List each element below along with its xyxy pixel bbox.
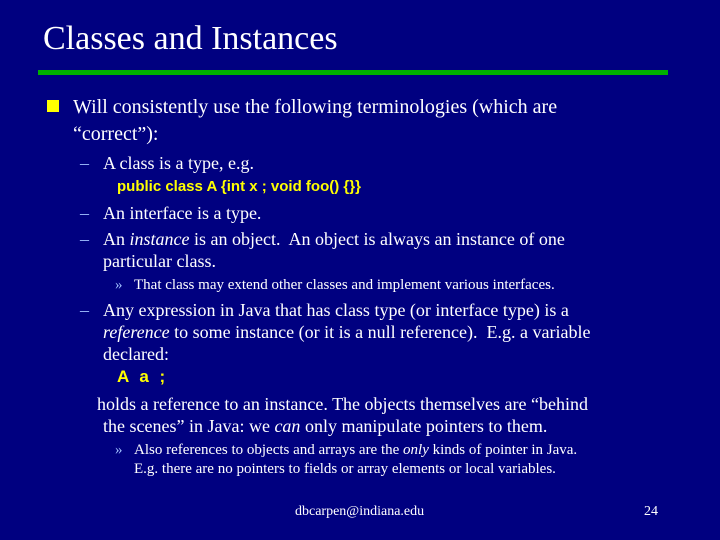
code-example-declaration: A a ; [117, 367, 169, 386]
paragraph-holds-line1: holds a reference to an instance. The objects themselves are “behind [97, 394, 588, 414]
chevron-bullet-icon: » [115, 442, 123, 458]
slide-title: Classes and Instances [43, 20, 338, 57]
item-class-type: A class is a type, e.g. [103, 153, 254, 173]
code-example-class: public class A {int x ; void foo() {}} [117, 178, 361, 195]
subitem-pointers-line1: Also references to objects and arrays are the only kinds of pointer in Java. [134, 442, 578, 458]
footer-email: dbcarpen@indiana.edu [295, 504, 425, 519]
page-number: 24 [644, 504, 658, 519]
dash-icon: – [80, 153, 89, 173]
item-reference-line2: reference to some instance (or it is a null reference). E.g. a variable [103, 322, 591, 342]
title-underline [38, 70, 668, 75]
bullet1-line2: “correct”): [73, 123, 159, 145]
subitem-pointers-line2: E.g. there are no pointers to fields or array elements or local variables. [134, 461, 556, 477]
subitem-extend: That class may extend other classes and implement various interfaces. [134, 277, 555, 293]
chevron-bullet-icon: » [115, 277, 123, 293]
paragraph-holds-line2: the scenes” in Java: we can only manipulate pointers to them. [103, 416, 548, 436]
square-bullet-icon [47, 100, 59, 112]
item-instance-line2: particular class. [103, 251, 216, 271]
item-interface-type: An interface is a type. [103, 203, 262, 223]
item-reference-line3: declared: [103, 344, 169, 364]
dash-icon: – [80, 300, 89, 320]
bullet1-line1: Will consistently use the following terminologies (which are [73, 96, 558, 118]
item-reference-line1: Any expression in Java that has class type (or interface type) is a [103, 300, 569, 320]
dash-icon: – [80, 203, 89, 223]
item-instance-line1: An instance is an object. An object is always an instance of one [103, 229, 565, 249]
dash-icon: – [80, 229, 89, 249]
